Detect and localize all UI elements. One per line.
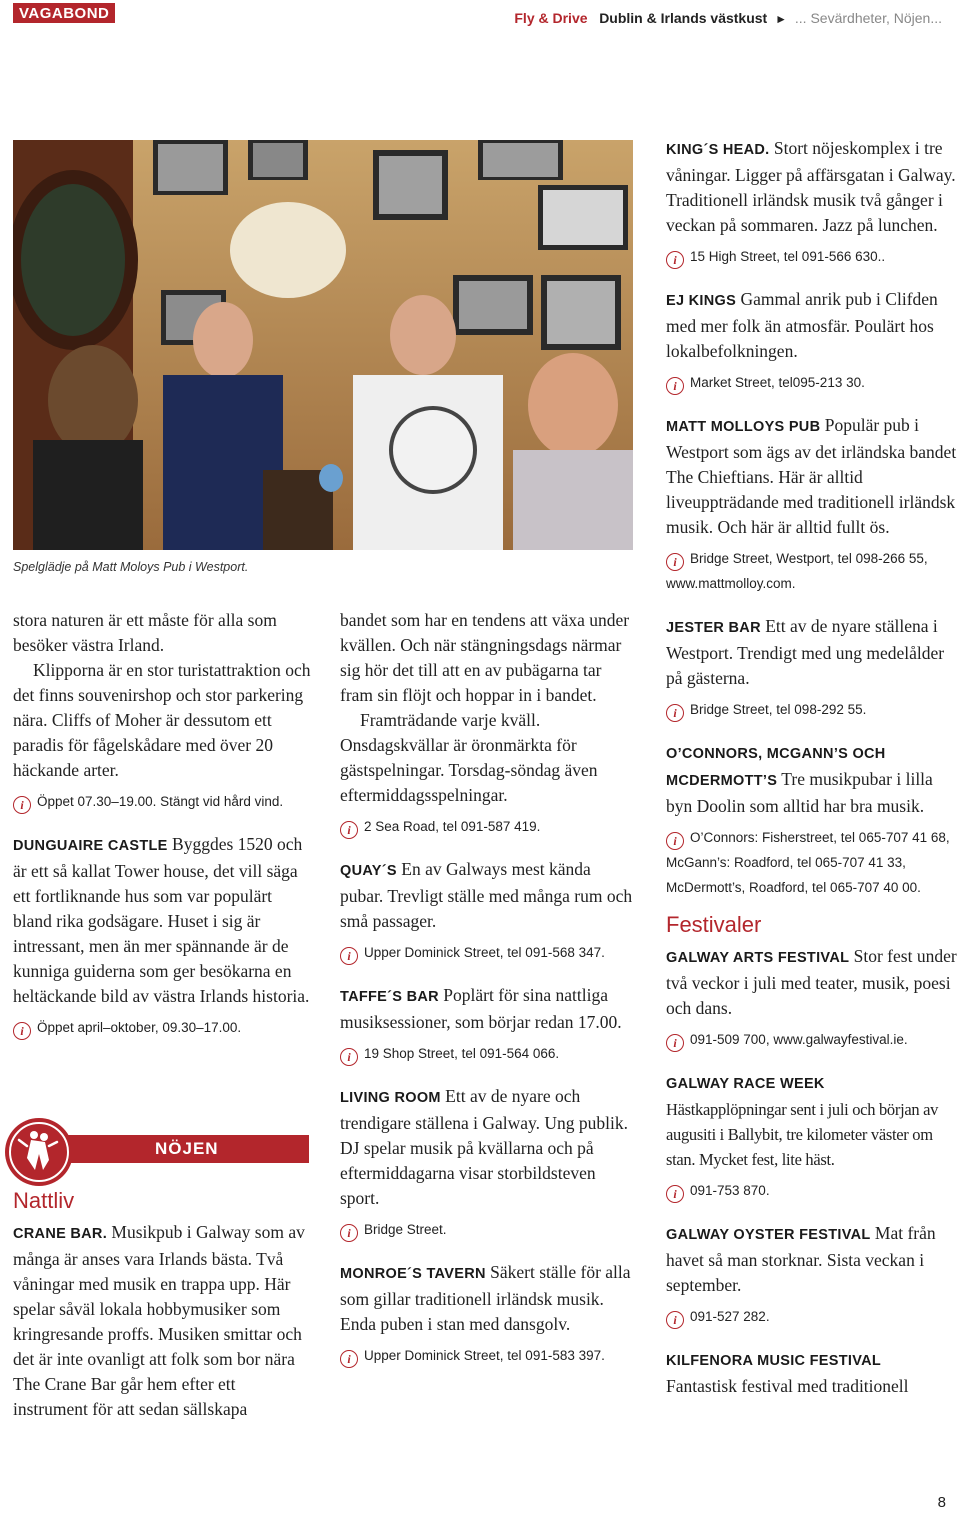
matt-molloys-text: Populär pub i Westport som ägs av det irländska bandet The Chieftians. Här är alltid liveuppträdande med traditionell irländsk musik. Och här är alltid fullt ös. xyxy=(666,415,957,537)
nattliv-heading: Nattliv xyxy=(13,1188,75,1213)
ej-kings-text: Gammal anrik pub i Clifden med mer folk än atmosfär. Poulärt hos lokalbefolkningen. xyxy=(666,289,938,361)
living-room-text: Ett av de nyare och trendigare ställena i Galway. Ung publik. DJ spelar musik på kvällarna och på eftermiddagarna visar storbildsteven sport. xyxy=(340,1086,629,1208)
info-icon: i xyxy=(13,796,31,814)
kings-head-title: KING´S HEAD. xyxy=(666,142,770,158)
doolin-pubs-info-text: O’Connors: Fisherstreet, tel 065-707 41 68, McGann’s: Roadford, tel 065-707 41 33, McDermott’s, Roadford, tel 065-707 40 00. xyxy=(666,830,950,895)
oyster-festival-info xyxy=(666,1304,958,1329)
quays-title: QUAY´S xyxy=(340,863,397,879)
breadcrumb-current: ... Sevärdheter, Nöjen... xyxy=(794,10,942,26)
page-number: 8 xyxy=(937,1494,946,1511)
info-icon: i xyxy=(666,251,684,269)
kings-head-text: Stort nöjeskomplex i tre våningar. Ligger på affärsgatan i Galway. Traditionell irländsk musik två gånger i veckan på sommaren. Jazz på lunchen. xyxy=(666,138,956,235)
living-room-info-text: Bridge Street. xyxy=(364,1222,447,1237)
ej-kings-info-text: Market Street, tel095-213 30. xyxy=(690,375,865,390)
info-icon: i xyxy=(666,1185,684,1203)
info-icon: i xyxy=(666,1311,684,1329)
matt-molloys-info-text: Bridge Street, Westport, tel 098-266 55, www.mattmolloy.com. xyxy=(666,551,928,591)
info-icon: i xyxy=(666,377,684,395)
festivaler-heading: Festivaler xyxy=(666,912,762,937)
photo-caption: Spelglädje på Matt Moloys Pub i Westport. xyxy=(13,560,249,574)
monroes-title: MONROE´S TAVERN xyxy=(340,1266,486,1282)
monroes-entry xyxy=(340,1260,635,1337)
cliffs-info xyxy=(13,789,313,814)
ej-kings-title: EJ KINGS xyxy=(666,293,737,309)
kings-head-info-text: 15 High Street, tel 091-566 630.. xyxy=(690,249,886,264)
info-icon: i xyxy=(340,1350,358,1368)
info-icon: i xyxy=(340,947,358,965)
taffes-info-text: 19 Shop Street, tel 091-564 066. xyxy=(364,1046,560,1061)
ej-kings-entry xyxy=(666,287,958,364)
info-icon: i xyxy=(340,1048,358,1066)
monroes-info-text: Upper Dominick Street, tel 091-583 397. xyxy=(364,1348,605,1363)
crane-bar-title: CRANE BAR. xyxy=(13,1226,108,1242)
jester-bar-info xyxy=(666,697,958,722)
kilfenora-title: KILFENORA MUSIC FESTIVAL xyxy=(666,1353,882,1369)
monroes-text: Säkert ställe för alla som gillar traditionell irländsk musik. Enda puben i stan med dansgolv. xyxy=(340,1262,631,1334)
taffes-entry xyxy=(340,983,635,1035)
cliffs-paragraph-1: stora naturen är ett måste för alla som besöker västra Irland. xyxy=(13,610,277,655)
living-room-title: LIVING ROOM xyxy=(340,1090,441,1106)
crane-bar-info-text: 2 Sea Road, tel 091-587 419. xyxy=(364,819,541,834)
dunguaire-info xyxy=(13,1015,313,1040)
vagabond-logo: VAGABOND xyxy=(13,3,115,23)
cliffs-paragraph-2: Klipporna är en stor turistattraktion och det finns souvenirshop och stor parkering nära. Cliffs of Moher är dessutom ett paradis för fågelskådare med över 20 häckande arter. xyxy=(13,660,311,780)
arts-festival-title: GALWAY ARTS FESTIVAL xyxy=(666,950,850,966)
column-1 xyxy=(13,608,313,1040)
arts-festival-entry xyxy=(666,944,958,1021)
kilfenora-text: Fantastisk festival med traditionell xyxy=(666,1376,909,1396)
jester-bar-title: JESTER BAR xyxy=(666,620,761,636)
taffes-info xyxy=(340,1041,635,1066)
dunguaire-text: Byggdes 1520 och är ett så kallat Tower house, det vill säga ett fortliknande hus som var populärt bland rika godsägare. Huset i sig är intressant, men än mer spännande är de kunniga guiderna som ger besökarna en heltäckande bild av västra Irlands historia. xyxy=(13,834,310,1006)
quays-info xyxy=(340,940,635,965)
quays-text: En av Galways mest kända pubar. Trevligt ställe med många rum och små passager. xyxy=(340,859,633,931)
oyster-festival-info-text: 091-527 282. xyxy=(690,1309,770,1324)
breadcrumb xyxy=(514,9,942,28)
living-room-info xyxy=(340,1217,635,1242)
cliffs-info-text: Öppet 07.30–19.00. Stängt vid hård vind. xyxy=(37,794,284,809)
info-icon: i xyxy=(340,1224,358,1242)
taffes-title: TAFFE´S BAR xyxy=(340,989,439,1005)
quays-entry xyxy=(340,857,635,934)
crane-bar-schedule: Framträdande varje kväll. Onsdagskvällar är öronmärkta för gästspelningar. Torsdag-söndag även eftermiddagsspelningar. xyxy=(340,710,598,805)
race-week-text: Hästkapplöpningar sent i juli och början av augusiti i Ballybit, tre kilometer väster om stan. Mycket fest, lite häst. xyxy=(666,1100,939,1169)
jester-bar-entry xyxy=(666,614,958,691)
race-week-title: GALWAY RACE WEEK xyxy=(666,1076,825,1092)
breadcrumb-dublin[interactable]: Dublin & Irlands västkust xyxy=(599,10,768,26)
crane-bar-info xyxy=(340,814,635,839)
kings-head-entry xyxy=(666,136,958,238)
info-icon: i xyxy=(13,1022,31,1040)
doolin-pubs-title: O’CONNORS, MCGANN’S OCH MCDERMOTT’S xyxy=(666,746,886,789)
oyster-festival-title: GALWAY OYSTER FESTIVAL xyxy=(666,1227,871,1243)
breadcrumb-fly-drive[interactable]: Fly & Drive xyxy=(514,10,588,26)
race-week-entry xyxy=(666,1070,958,1172)
ej-kings-info xyxy=(666,370,958,395)
race-week-info-text: 091-753 870. xyxy=(690,1183,770,1198)
doolin-pubs-entry xyxy=(666,740,958,819)
dunguaire-title: DUNGUAIRE CASTLE xyxy=(13,838,168,854)
info-icon: i xyxy=(340,821,358,839)
arts-festival-info-text: 091-509 700, www.galwayfestival.ie. xyxy=(690,1032,908,1047)
breadcrumb-arrow-icon: ► xyxy=(775,12,788,26)
nojen-banner xyxy=(5,1118,310,1198)
race-week-info xyxy=(666,1178,958,1203)
jester-bar-text: Ett av de nyare ställena i Westport. Trendigt med ung medelålder på gästerna. xyxy=(666,616,945,688)
monroes-info xyxy=(340,1343,635,1368)
crane-bar-continued: bandet som har en tendens att växa under kvällen. Och när stängningsdags närmar sig hör det till att en av pubägarna tar fram sin flöjt och hoppar in i bandet. xyxy=(340,610,630,705)
taffes-text: Poplärt för sina nattliga musiksessioner, som börjar redan 17.00. xyxy=(340,985,622,1032)
column-2 xyxy=(340,608,635,1368)
matt-molloys-entry xyxy=(666,413,958,540)
info-icon: i xyxy=(666,1034,684,1052)
arts-festival-info xyxy=(666,1027,958,1052)
column-3 xyxy=(666,136,958,1399)
info-icon: i xyxy=(666,704,684,722)
dunguaire-info-text: Öppet april–oktober, 09.30–17.00. xyxy=(37,1020,242,1035)
kings-head-info xyxy=(666,244,958,269)
nojen-label: NÖJEN xyxy=(155,1139,219,1158)
matt-molloys-title: MATT MOLLOYS PUB xyxy=(666,419,821,435)
arts-festival-text: Stor fest under två veckor i juli med teater, musik, poesi och dans. xyxy=(666,946,957,1018)
info-icon: i xyxy=(666,832,684,850)
info-icon: i xyxy=(666,553,684,571)
kilfenora-entry xyxy=(666,1347,958,1399)
pub-photo xyxy=(13,140,633,550)
matt-molloys-info xyxy=(666,546,958,596)
oyster-festival-text: Mat från havet så man storknar. Sista veckan i september. xyxy=(666,1223,936,1295)
crane-bar-entry xyxy=(13,1220,313,1422)
doolin-pubs-info xyxy=(666,825,958,900)
oyster-festival-entry xyxy=(666,1221,958,1298)
living-room-entry xyxy=(340,1084,635,1211)
dancing-couple-icon xyxy=(5,1118,73,1186)
nattliv-section xyxy=(13,1188,313,1422)
quays-info-text: Upper Dominick Street, tel 091-568 347. xyxy=(364,945,605,960)
doolin-pubs-text: Tre musikpubar i lilla byn Doolin som alltid har bra musik. xyxy=(666,769,933,816)
dunguaire-entry xyxy=(13,832,313,1009)
jester-bar-info-text: Bridge Street, tel 098-292 55. xyxy=(690,702,867,717)
crane-bar-text: Musikpub i Galway som av många är anses vara Irlands bästa. Två våningar med musik en trappa upp. Här spelar såväl lokala hobbymusiker som kringresande proffs. Musiken smittar och det är inte ovanligt att folk som bor nära The Crane Bar går hem efter ett instrument för att sedan sällskapa xyxy=(13,1222,305,1419)
